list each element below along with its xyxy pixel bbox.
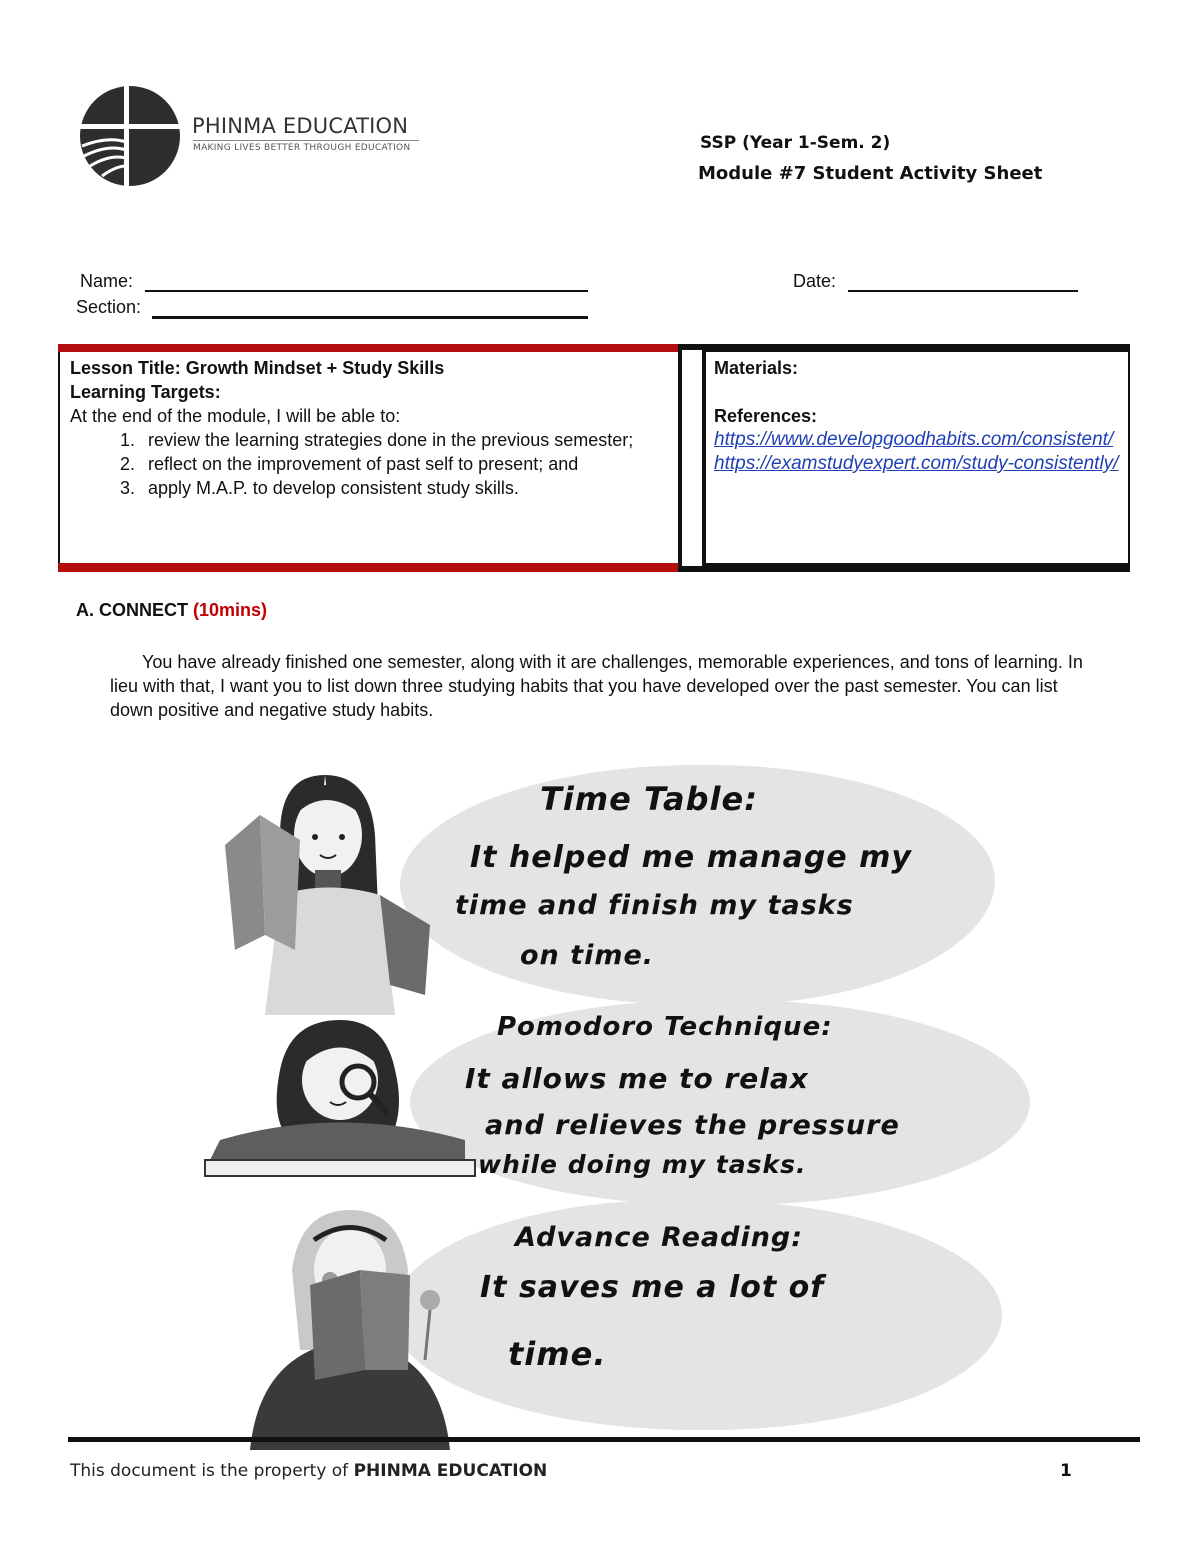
student-reading-illustration bbox=[220, 765, 440, 1025]
habit-1-line-2: time and finish my tasks bbox=[455, 890, 854, 921]
footer-prefix: This document is the property of bbox=[70, 1461, 354, 1481]
lesson-title: Lesson Title: Growth Mindset + Study Skills bbox=[70, 358, 445, 378]
learning-targets-label: Learning Targets: bbox=[70, 382, 221, 402]
logo-divider bbox=[193, 140, 419, 141]
lesson-bottom-border bbox=[58, 563, 680, 572]
logo-tagline: MAKING LIVES BETTER THROUGH EDUCATION bbox=[193, 143, 411, 153]
lesson-content bbox=[70, 356, 670, 500]
module-title: Module #7 Student Activity Sheet bbox=[698, 163, 1043, 184]
habit-2-line-3: while doing my tasks. bbox=[478, 1150, 807, 1179]
date-field[interactable] bbox=[848, 270, 1078, 292]
habit-1-title: Time Table: bbox=[540, 780, 758, 818]
section-a-title: A. CONNECT bbox=[76, 600, 193, 620]
footer-rule bbox=[68, 1437, 1140, 1442]
targets-intro: At the end of the module, I will be able to: bbox=[70, 406, 401, 426]
table-divider bbox=[678, 344, 704, 572]
reference-link[interactable]: https://www.developgoodhabits.com/consistent/ bbox=[714, 429, 1114, 450]
target-item: 2. reflect on the improvement of past self to present; and bbox=[140, 452, 670, 476]
logo-title: PHINMA EDUCATION bbox=[192, 114, 409, 138]
section-a-time: (10mins) bbox=[193, 600, 268, 620]
name-field[interactable] bbox=[145, 270, 588, 292]
habit-2-title: Pomodoro Technique: bbox=[497, 1012, 833, 1042]
section-a-heading bbox=[76, 600, 267, 621]
habit-2-line-2: and relieves the pressure bbox=[485, 1110, 900, 1141]
name-label: Name: bbox=[80, 271, 134, 291]
habit-2-line-1: It allows me to relax bbox=[465, 1062, 809, 1095]
habit-1-line-1: It helped me manage my bbox=[470, 840, 912, 875]
student-magnifier-illustration bbox=[200, 1010, 480, 1180]
targets-list bbox=[70, 428, 670, 500]
footer-ownership bbox=[70, 1461, 547, 1481]
page-number: 1 bbox=[1060, 1461, 1072, 1481]
footer-brand: PHINMA EDUCATION bbox=[353, 1461, 548, 1481]
section-field[interactable] bbox=[152, 296, 588, 319]
target-item: 1. review the learning strategies done in the previous semester; bbox=[140, 428, 670, 452]
materials-content bbox=[714, 356, 1122, 476]
section-label: Section: bbox=[76, 297, 142, 317]
habit-1-line-3: on time. bbox=[520, 940, 655, 971]
target-item: 3. apply M.A.P. to develop consistent study skills. bbox=[140, 476, 670, 500]
instructions-paragraph: You have already finished one semester, along with it are challenges, memorable experiences, and tons of learning. In lieu with that, I want you to list down three studying habits that you have developed over the past semester. You can list down positive and negative study habits. bbox=[110, 652, 1083, 720]
habit-3-title: Advance Reading: bbox=[515, 1222, 804, 1253]
phinma-logo-mark bbox=[78, 84, 188, 188]
materials-label: Materials: bbox=[714, 358, 799, 378]
references-label: References: bbox=[714, 406, 818, 426]
date-label: Date: bbox=[793, 271, 837, 291]
student-book-flower-illustration bbox=[230, 1200, 470, 1460]
habit-3-line-2: time. bbox=[508, 1335, 607, 1373]
lesson-top-border bbox=[58, 344, 680, 352]
course-label: SSP (Year 1-Sem. 2) bbox=[700, 133, 891, 153]
habit-3-line-1: It saves me a lot of bbox=[480, 1270, 825, 1305]
reference-link[interactable]: https://examstudyexpert.com/study-consistently/ bbox=[714, 453, 1119, 474]
